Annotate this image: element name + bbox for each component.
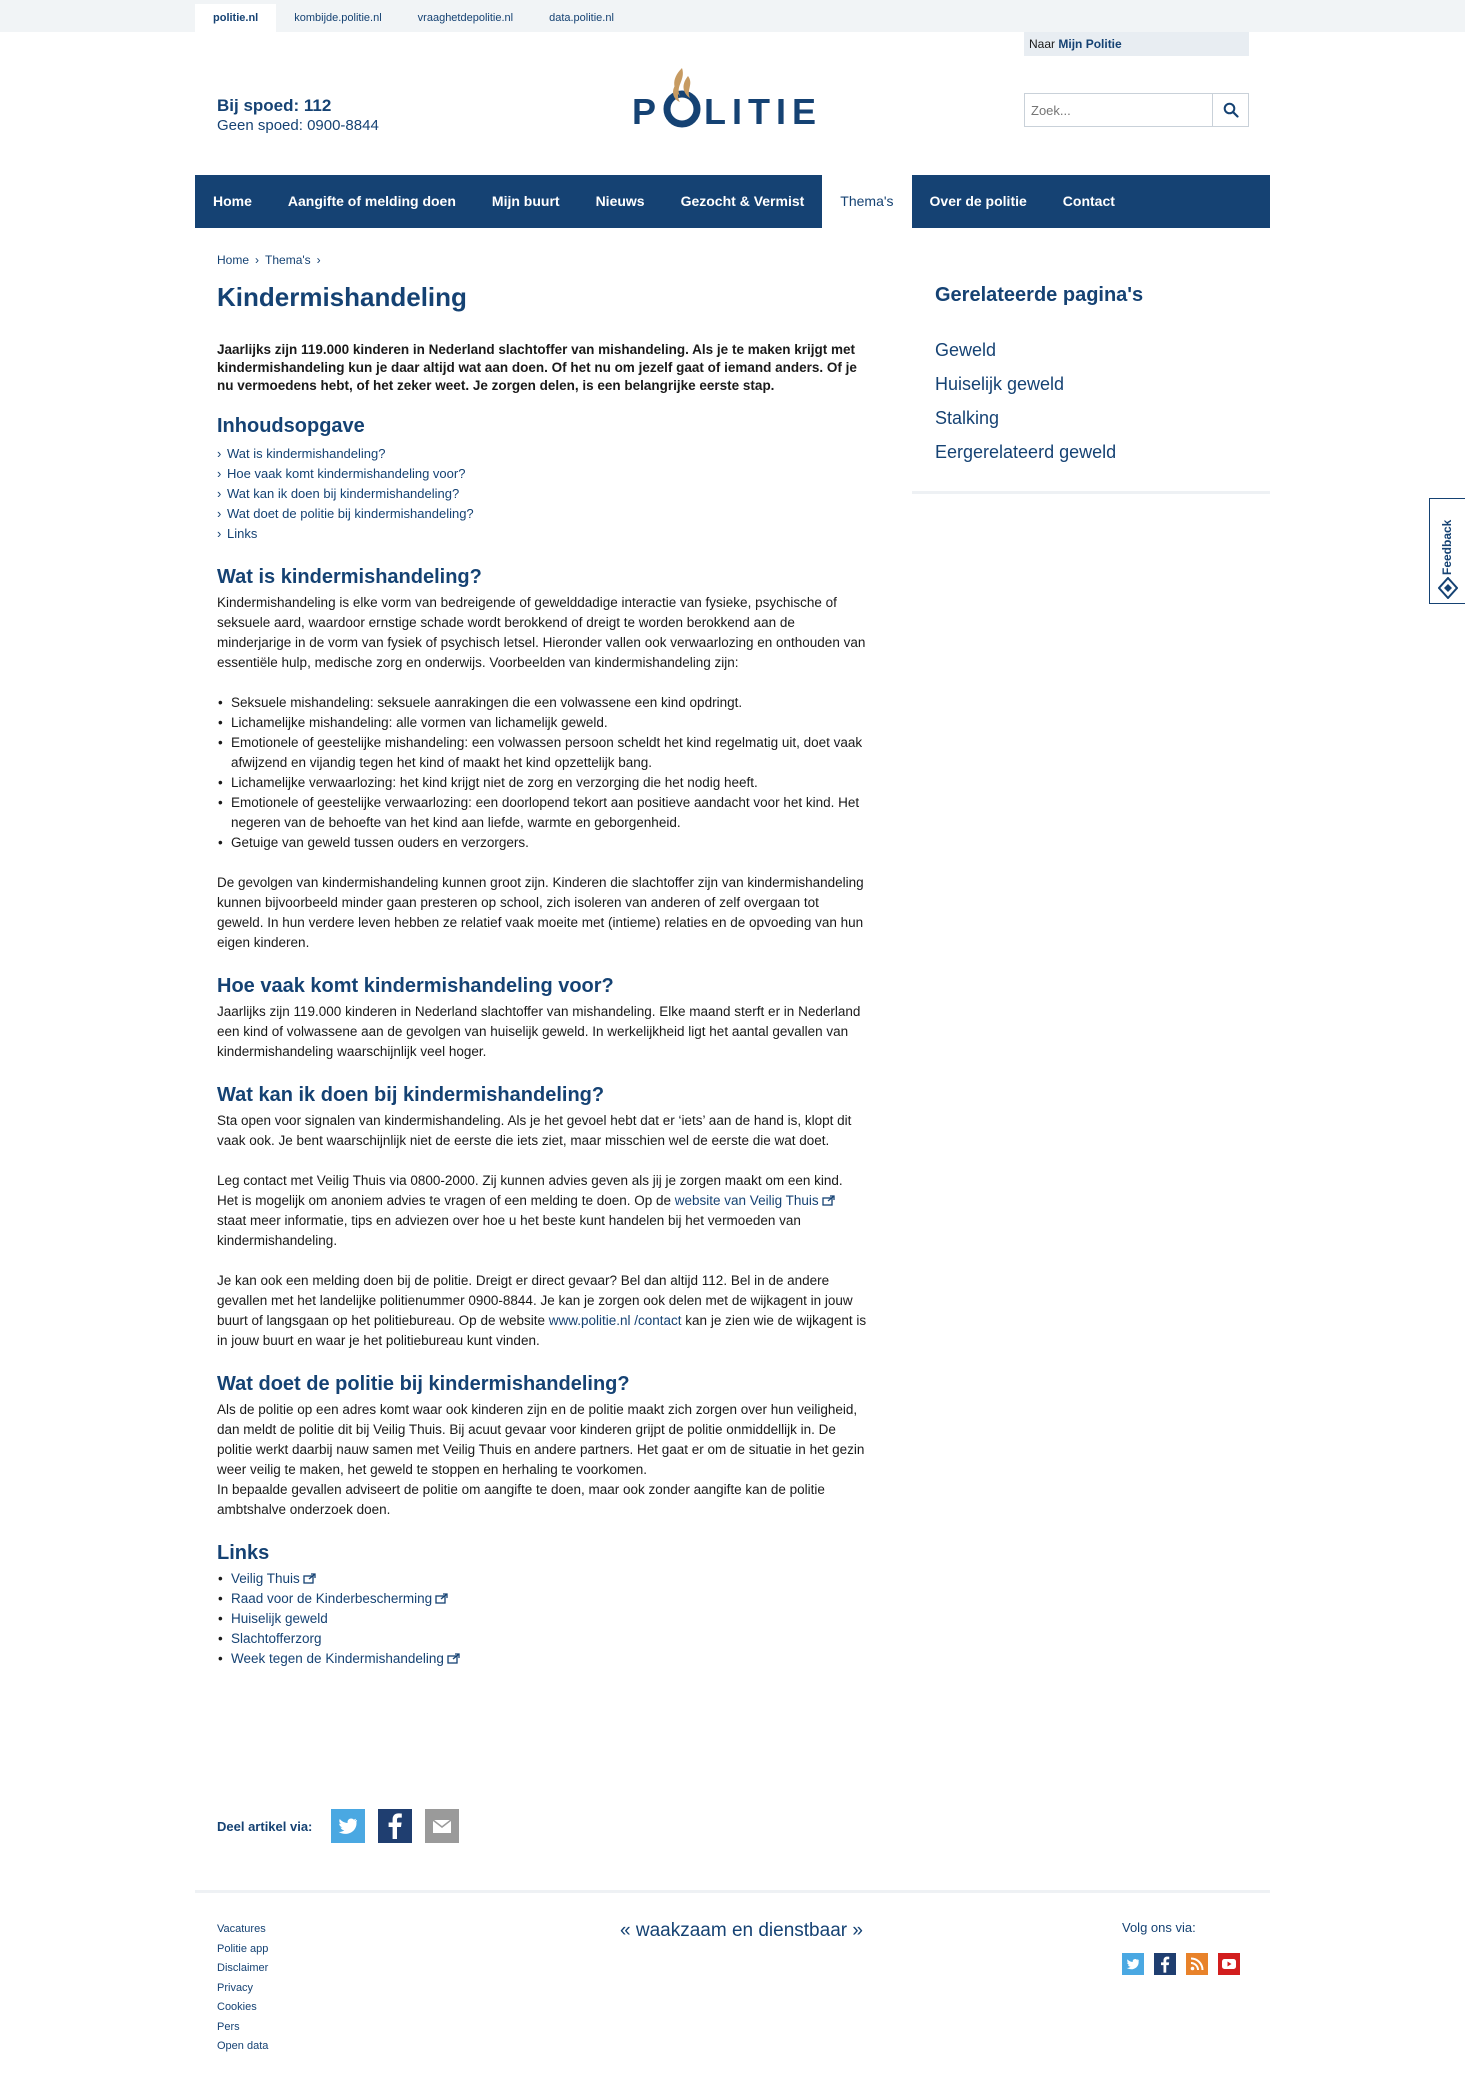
related-pages-title: Gerelateerde pagina's	[935, 284, 1144, 306]
search-button[interactable]	[1212, 94, 1248, 126]
site-tab-politie[interactable]: politie.nl	[195, 4, 276, 32]
nav-nieuws[interactable]: Nieuws	[595, 193, 645, 209]
list-item	[231, 1589, 867, 1609]
external-link-icon	[822, 1195, 835, 1206]
chevron-right-icon: ›	[217, 506, 222, 521]
youtube-icon	[1222, 1959, 1236, 1969]
toc-item[interactable]: › Links	[217, 524, 867, 544]
facebook-icon	[1160, 1956, 1170, 1973]
table-of-contents	[217, 444, 867, 544]
toc-item[interactable]: › Wat doet de politie bij kindermishandeling?	[217, 504, 867, 524]
footer-divider	[195, 1890, 1270, 1893]
rss-icon	[1190, 1957, 1204, 1971]
external-link-icon	[447, 1653, 460, 1664]
related-link-eergerelateerd-geweld[interactable]: Eergerelateerd geweld	[935, 442, 1117, 462]
follow-twitter-button[interactable]	[1122, 1953, 1144, 1975]
chevron-right-icon: ›	[217, 526, 222, 541]
list-item	[231, 1649, 867, 1669]
list-item	[231, 1629, 867, 1649]
list-item: • Emotionele of geestelijke mishandeling: een volwassen persoon scheldt het kind regelmatig uit, doet vaak afwijzend en vijandig tegen het kind of maakt het kind opzettelijk bang.	[231, 733, 867, 773]
main-nav	[195, 175, 1270, 228]
paragraph: Jaarlijks zijn 119.000 kinderen in Nederland slachtoffer van mishandeling. Elke maand sterft er in Nederland een kind of volwassene aan de gevolgen van huiselijk geweld. In werkelijkheid ligt het aantal gevallen van kindermishandeling waarschijnlijk veel hoger.	[217, 1004, 861, 1059]
related-link-huiselijk-geweld[interactable]: Huiselijk geweld	[935, 374, 1065, 394]
breadcrumb-home[interactable]: Home	[217, 253, 250, 267]
breadcrumb-separator: ›	[255, 253, 260, 267]
footer-link-politie-app[interactable]: Politie app	[217, 1942, 269, 1955]
related-link-geweld[interactable]: Geweld	[935, 340, 997, 360]
section-hoe-vaak	[217, 975, 867, 1062]
list-item: • Getuige van geweld tussen ouders en verzorgers.	[231, 833, 867, 853]
nav-home[interactable]: Home	[213, 193, 252, 209]
paragraph: Kindermishandeling is elke vorm van bedreigende of gewelddadige interactie van fysieke, psychische of seksuele aard, waardoor ernstige schade wordt berokkend of dreigt te worden berokkend aan de minderjarige in de vorm van fysiek of psychisch letsel. Hieronder vallen ook verwaarlozing en onthouden van essentiële hulp, medische zorg en onderwijs. Voorbeelden van kindermishandeling zijn:	[217, 595, 866, 670]
link-week-tegen-kindermishandeling[interactable]: Week tegen de Kindermishandeling	[231, 1651, 444, 1666]
chevron-right-icon: ›	[217, 486, 222, 501]
feedback-tab[interactable]	[1429, 498, 1465, 604]
share-label: Deel artikel via:	[217, 1818, 313, 1834]
link-slachtofferzorg[interactable]: Slachtofferzorg	[231, 1631, 322, 1646]
politie-logo[interactable]	[630, 62, 830, 142]
mail-icon	[433, 1820, 451, 1833]
footer-link-vacatures[interactable]: Vacatures	[217, 1923, 266, 1935]
related-pages-list	[935, 333, 1116, 469]
follow-rss-button[interactable]	[1186, 1953, 1208, 1975]
mijn-politie-link[interactable]	[1024, 32, 1249, 56]
section-title: Wat kan ik doen bij kindermishandeling?	[217, 1084, 605, 1106]
link-huiselijk-geweld[interactable]: Huiselijk geweld	[231, 1611, 328, 1626]
list-item: • Lichamelijke mishandeling: alle vormen van lichamelijk geweld.	[231, 713, 867, 733]
paragraph: Als de politie op een adres komt waar ook kinderen zijn en de politie maakt zich zorgen over hun veiligheid, dan meldt de politie dit bij Veilig Thuis. Bij acuut gevaar voor kinderen grijpt de politie onmiddellijk in. De politie werkt daarbij nauw samen met Veilig Thuis en andere partners. Het gaat er om de situatie in het gezin weer veilig te maken, het geweld te stoppen en herhaling te voorkomen. In bepaalde gevallen adviseert de politie om aangifte te doen, maar ook zonder aangifte kan de politie ambtshalve onderzoek doen.	[217, 1402, 865, 1517]
follow-facebook-button[interactable]	[1154, 1953, 1176, 1975]
emergency-numbers	[217, 96, 379, 136]
non-emergency-line: Geen spoed: 0900-8844	[217, 117, 379, 134]
footer-link-pers[interactable]: Pers	[217, 2020, 240, 2033]
section-title: Wat is kindermishandeling?	[217, 566, 482, 588]
share-facebook-button[interactable]	[378, 1809, 412, 1843]
feedback-logo-icon	[1438, 577, 1458, 599]
link-raad-kinderbescherming[interactable]: Raad voor de Kinderbescherming	[231, 1591, 433, 1606]
svg-text:P: P	[632, 91, 663, 132]
list-item	[231, 1609, 867, 1629]
follow-youtube-button[interactable]	[1218, 1953, 1240, 1975]
nav-aangifte[interactable]: Aangifte of melding doen	[287, 193, 456, 209]
share-bar	[217, 1809, 459, 1843]
nav-themas[interactable]: Thema's	[822, 175, 911, 228]
site-tab-vraaghetdepolitie[interactable]: vraaghetdepolitie.nl	[417, 12, 514, 24]
section-title: Wat doet de politie bij kindermishandeling?	[217, 1373, 630, 1395]
paragraph: Je kan ook een melding doen bij de politie. Dreigt er direct gevaar? Bel dan altijd 112. Bel in de andere gevallen met het landelijke politienummer 0900-8844. Je kan je zorgen ook delen met de wijkagent in jouw buurt of langsgaan op het politiebureau. Op de website www.politie.nl /contact kan je zien wie de wijkagent is in jouw buurt en waar je het politiebureau kunt vinden.	[217, 1273, 867, 1348]
section-wat-doet-politie	[217, 1373, 867, 1520]
feedback-label: Feedback	[1440, 519, 1454, 575]
paragraph: De gevolgen van kindermishandeling kunnen groot zijn. Kinderen die slachtoffer zijn van kindermishandeling kunnen bijvoorbeeld minder gaan presteren op school, zich isoleren van anderen of zelf overgaan tot geweld. In hun verdere leven hebben ze relatief vaak moeite met (intieme) relaties en de opvoeding van hun eigen kinderen.	[217, 875, 864, 950]
nav-over-de-politie[interactable]: Over de politie	[929, 193, 1027, 209]
search-box	[1024, 93, 1249, 127]
intro-text: Jaarlijks zijn 119.000 kinderen in Nederland slachtoffer van mishandeling. Als je te maken krijgt met kindermishandeling kun je daar altijd wat aan doen. Of het nu om jezelf gaat of iemand anders. Of je nu vermoedens hebt, of het zeker weet. Je zorgen delen, is een belangrijke eerste stap.	[217, 342, 857, 393]
footer-link-privacy[interactable]: Privacy	[217, 1981, 254, 1994]
follow-us	[1122, 1920, 1250, 1975]
twitter-icon	[1126, 1958, 1140, 1970]
main-content	[217, 250, 867, 1669]
list-item: • Emotionele of geestelijke verwaarlozing: een doorlopend tekort aan positieve aandacht voor het kind. Het negeren van de behoefte van het kind aan liefde, warmte en geborgenheid.	[231, 793, 867, 833]
veilig-thuis-link[interactable]: website van Veilig Thuis	[674, 1193, 819, 1208]
politie-contact-link[interactable]: www.politie.nl /contact	[548, 1313, 682, 1328]
paragraph: Leg contact met Veilig Thuis via 0800-2000. Zij kunnen advies geven als jij je zorgen maakt om een kind. Het is mogelijk om anoniem advies te vragen of een melding te doen. Op de website van Veilig Thuis staat meer informatie, tips en adviezen over hoe u het beste kunt handelen bij het vermoeden van kindermishandeling.	[217, 1173, 843, 1248]
section-wat-is	[217, 566, 867, 953]
toc-title: Inhoudsopgave	[217, 415, 365, 437]
paragraph: Sta open voor signalen van kindermishandeling. Als je het gevoel hebt dat er ‘iets’ aan de hand is, klopt dit vaak ook. Je bent waarschijnlijk niet de eerste die iets ziet, maar misschien wel de eerste die wat doet.	[217, 1113, 852, 1148]
section-title: Links	[217, 1542, 270, 1564]
nav-contact[interactable]: Contact	[1062, 193, 1115, 209]
site-tab-data[interactable]: data.politie.nl	[549, 12, 614, 24]
bullet-list	[217, 693, 867, 853]
related-pages-sidebar	[912, 250, 1270, 494]
mijn-politie-prefix: Naar	[1029, 37, 1056, 51]
external-link-icon	[303, 1573, 316, 1584]
twitter-icon	[338, 1817, 358, 1835]
footer-link-open-data[interactable]: Open data	[217, 2040, 269, 2052]
list-item: • Seksuele mishandeling: seksuele aanrakingen die een volwassene een kind opdringt.	[231, 693, 867, 713]
section-wat-kan-ik-doen	[217, 1084, 867, 1351]
page-title: Kindermishandeling	[217, 282, 467, 312]
follow-label: Volg ons via:	[1122, 1920, 1196, 1935]
footer-link-cookies[interactable]: Cookies	[217, 2001, 257, 2013]
list-item	[231, 1569, 867, 1589]
nav-mijn-buurt[interactable]: Mijn buurt	[491, 193, 560, 209]
site-tab-kombijde[interactable]: kombijde.politie.nl	[294, 12, 382, 24]
search-icon	[1223, 102, 1239, 118]
politie-logo-graphic	[630, 62, 830, 142]
breadcrumb	[217, 250, 867, 270]
share-twitter-button[interactable]	[331, 1809, 365, 1843]
footer-slogan: « waakzaam en dienstbaar »	[620, 1920, 863, 1941]
section-title: Hoe vaak komt kindermishandeling voor?	[217, 975, 614, 997]
footer-link-disclaimer[interactable]: Disclaimer	[217, 1962, 269, 1974]
footer-links	[217, 1920, 268, 2057]
external-link-icon	[435, 1593, 448, 1604]
emergency-line: Bij spoed: 112	[217, 96, 332, 115]
chevron-right-icon: ›	[217, 446, 222, 461]
search-input[interactable]	[1025, 94, 1210, 126]
toc-item[interactable]: › Wat is kindermishandeling?	[217, 444, 867, 464]
list-item: • Lichamelijke verwaarlozing: het kind krijgt niet de zorg en verzorging die het nodig heeft.	[231, 773, 867, 793]
chevron-right-icon: ›	[217, 466, 222, 481]
mijn-politie-label: Mijn Politie	[1058, 37, 1122, 51]
link-veilig-thuis[interactable]: Veilig Thuis	[231, 1571, 300, 1586]
breadcrumb-separator: ›	[316, 253, 321, 267]
section-links	[217, 1542, 867, 1669]
nav-gezocht-vermist[interactable]: Gezocht & Vermist	[680, 193, 805, 209]
related-link-stalking[interactable]: Stalking	[935, 408, 1000, 428]
toc-item[interactable]: › Wat kan ik doen bij kindermishandeling?	[217, 484, 867, 504]
svg-text:LITIE: LITIE	[704, 91, 822, 132]
breadcrumb-themas[interactable]: Thema's	[265, 253, 311, 267]
site-switcher-bar	[0, 0, 1465, 32]
share-mail-button[interactable]	[425, 1809, 459, 1843]
links-list	[217, 1569, 867, 1669]
facebook-icon	[387, 1813, 403, 1839]
toc-item[interactable]: › Hoe vaak komt kindermishandeling voor?	[217, 464, 867, 484]
